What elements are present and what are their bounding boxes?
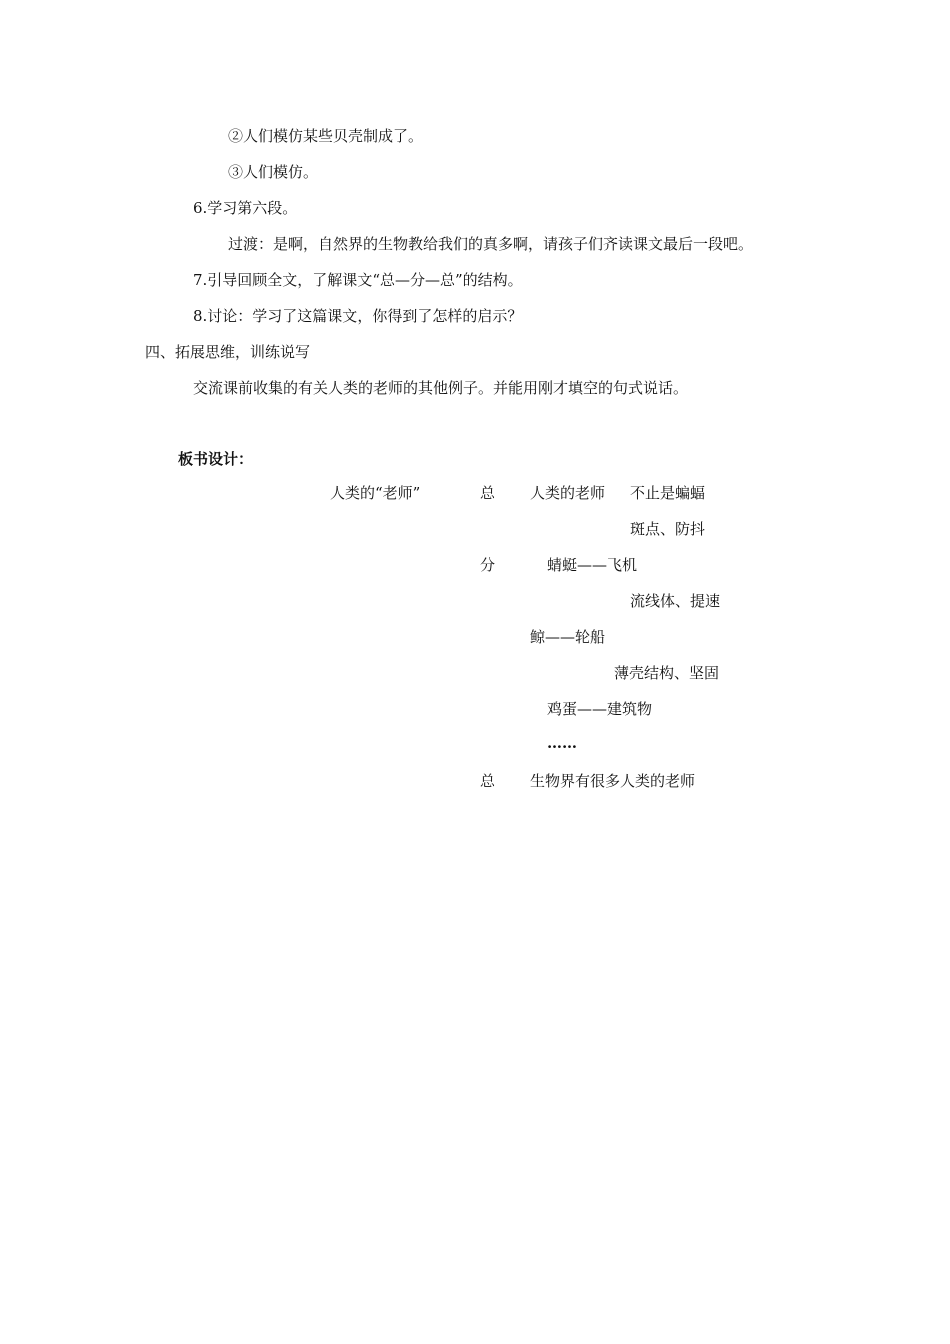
imitation-line: ③人们模仿。: [228, 163, 319, 181]
step-6-line: 6.学习第六段。: [193, 199, 298, 217]
board-dragonfly: 蜻蜓——飞机: [547, 556, 638, 574]
step-7-line: 7.引导回顾全文，了解课文“总—分—总”的结构。: [193, 271, 523, 289]
board-design-heading: 板书设计：: [178, 450, 254, 468]
board-not-only-bat: 不止是蝙蝠: [630, 484, 706, 502]
step-8-line: 8.讨论：学习了这篇课文，你得到了怎样的启示？: [193, 307, 523, 325]
shell-imitation-line: ②人们模仿某些贝壳制成了。: [228, 127, 424, 145]
board-zong-top: 总: [480, 484, 496, 502]
board-zong-bottom: 总: [480, 772, 496, 790]
transition-line: 过渡：是啊，自然界的生物教给我们的真多啊，请孩子们齐读课文最后一段吧。: [228, 235, 754, 253]
board-bat-detail: 斑点、防抖: [630, 520, 706, 538]
board-teacher: 人类的老师: [530, 484, 606, 502]
board-dragonfly-detail: 流线体、提速: [630, 592, 721, 610]
exchange-line: 交流课前收集的有关人类的老师的其他例子。并能用刚才填空的句式说话。: [193, 379, 689, 397]
board-whale-detail: 薄壳结构、坚固: [614, 664, 720, 682]
board-ellipsis: ……: [547, 734, 577, 752]
board-egg: 鸡蛋——建筑物: [547, 700, 653, 718]
board-whale: 鲸——轮船: [530, 628, 606, 646]
board-summary: 生物界有很多人类的老师: [530, 772, 696, 790]
section-4-heading: 四、拓展思维，训练说写: [145, 343, 311, 361]
board-title: 人类的“老师”: [330, 484, 421, 502]
board-fen: 分: [480, 556, 496, 574]
